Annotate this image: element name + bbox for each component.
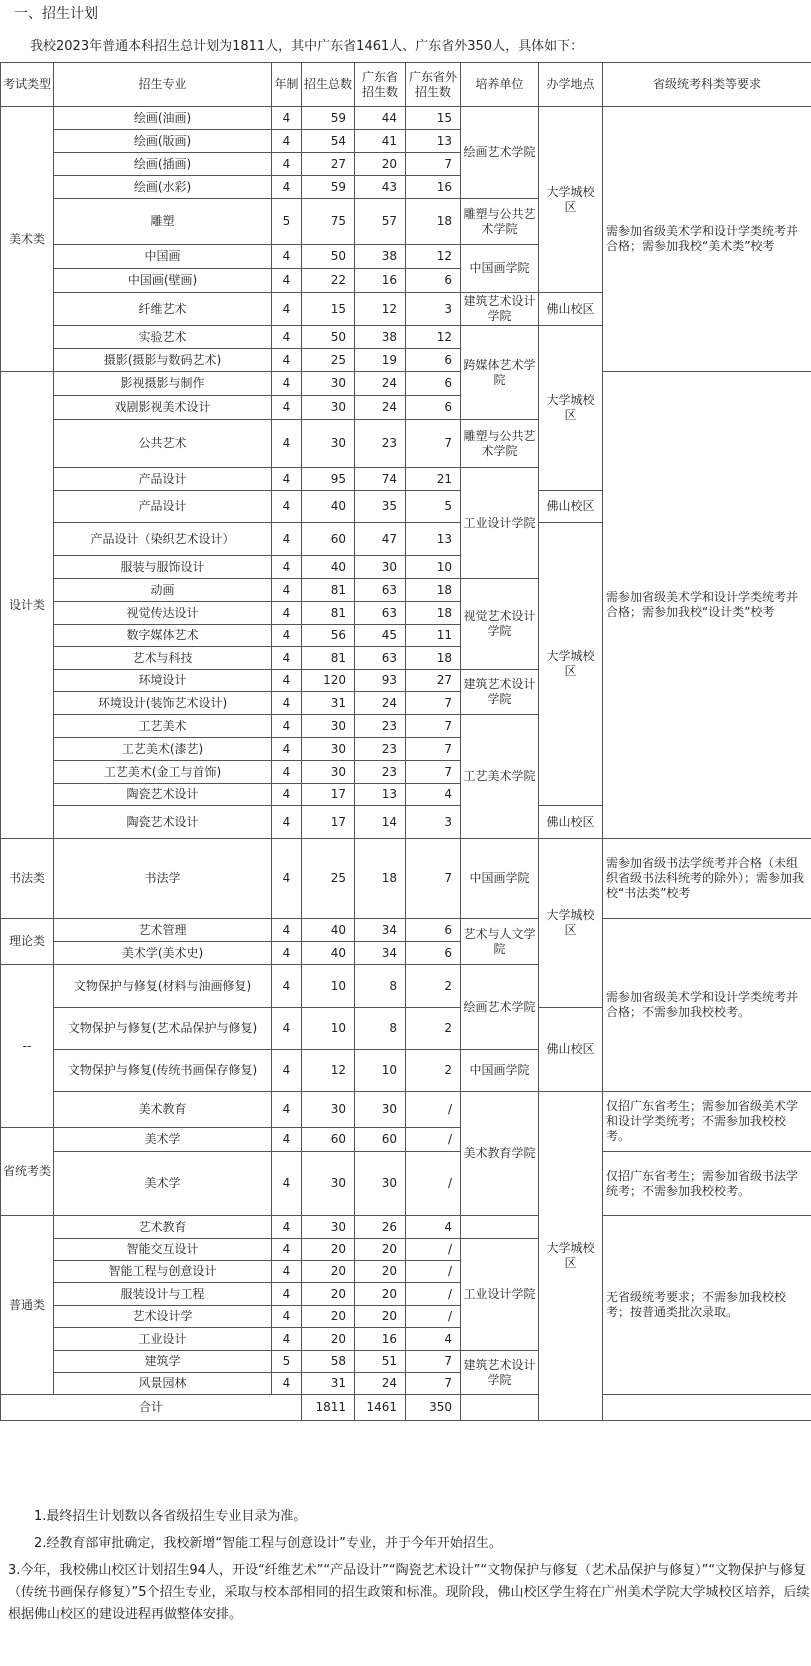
major-cell: 实验艺术 xyxy=(54,326,272,349)
major-cell: 文物保护与修复(传统书画保存修复) xyxy=(54,1050,272,1092)
total-cell: 30 xyxy=(302,420,355,468)
unit-cell: 中国画学院 xyxy=(461,839,539,919)
out-cell: / xyxy=(406,1306,461,1328)
total-cell: 17 xyxy=(302,806,355,839)
category-cell: 书法类 xyxy=(1,839,54,919)
out-cell: 6 xyxy=(406,372,461,396)
unit-cell: 视觉艺术设计学院 xyxy=(461,579,539,670)
out-cell: 6 xyxy=(406,269,461,293)
category-cell: 普通类 xyxy=(1,1216,54,1395)
location-cell: 大学城校区 xyxy=(539,107,603,293)
total-cell: 56 xyxy=(302,625,355,647)
total-cell: 58 xyxy=(302,1351,355,1373)
years-cell: 4 xyxy=(272,130,302,153)
gd-cell: 47 xyxy=(355,523,406,556)
out-cell: 6 xyxy=(406,919,461,942)
location-cell: 佛山校区 xyxy=(539,806,603,839)
major-cell: 产品设计 xyxy=(54,491,272,523)
gd-cell: 23 xyxy=(355,715,406,738)
major-cell: 中国画(壁画) xyxy=(54,269,272,293)
intro-text: 我校2023年普通本科招生总计划为1811人，其中广东省1461人、广东省外350人，具体如下： xyxy=(30,39,584,54)
major-cell: 智能交互设计 xyxy=(54,1239,272,1261)
gd-cell: 20 xyxy=(355,1239,406,1261)
years-cell: 4 xyxy=(272,491,302,523)
years-cell: 4 xyxy=(272,420,302,468)
out-cell: 15 xyxy=(406,107,461,130)
years-cell: 4 xyxy=(272,965,302,1008)
gd-sum: 1461 xyxy=(355,1395,406,1421)
years-cell: 4 xyxy=(272,670,302,692)
total-cell: 25 xyxy=(302,839,355,919)
years-cell: 4 xyxy=(272,1216,302,1239)
gd-cell: 12 xyxy=(355,293,406,326)
major-cell: 美术学(美术史) xyxy=(54,942,272,965)
out-cell: 11 xyxy=(406,625,461,647)
category-cell: 设计类 xyxy=(1,372,54,839)
major-cell: 陶瓷艺术设计 xyxy=(54,784,272,806)
total-cell: 54 xyxy=(302,130,355,153)
header-exam-type: 考试类型 xyxy=(1,63,54,107)
unit-cell: 建筑艺术设计学院 xyxy=(461,293,539,326)
gd-cell: 20 xyxy=(355,1261,406,1283)
years-cell: 4 xyxy=(272,715,302,738)
total-row xyxy=(1,1395,811,1421)
total-cell: 22 xyxy=(302,269,355,293)
major-cell: 文物保护与修复(材料与油画修复) xyxy=(54,965,272,1008)
unit-cell: 艺术与人文学院 xyxy=(461,919,539,965)
gd-cell: 30 xyxy=(355,1152,406,1216)
gd-cell: 24 xyxy=(355,692,406,715)
total-cell: 40 xyxy=(302,556,355,579)
years-cell: 4 xyxy=(272,738,302,761)
requirement-cell: 需参加省级书法学统考并合格（未组织省级书法科统考的除外）；需参加我校“书法类”校考 xyxy=(603,839,811,919)
out-cell: 27 xyxy=(406,670,461,692)
total-cell: 40 xyxy=(302,942,355,965)
location-cell: 佛山校区 xyxy=(539,491,603,523)
gd-cell: 8 xyxy=(355,1008,406,1050)
out-cell: 4 xyxy=(406,1216,461,1239)
years-cell: 4 xyxy=(272,579,302,602)
years-cell: 4 xyxy=(272,692,302,715)
out-cell: / xyxy=(406,1239,461,1261)
out-cell: 18 xyxy=(406,199,461,245)
total-cell: 17 xyxy=(302,784,355,806)
out-cell: / xyxy=(406,1152,461,1216)
out-cell: 7 xyxy=(406,1351,461,1373)
enrollment-table xyxy=(0,62,811,1421)
gd-cell: 34 xyxy=(355,919,406,942)
gd-cell: 38 xyxy=(355,245,406,269)
total-cell: 20 xyxy=(302,1239,355,1261)
total-cell: 20 xyxy=(302,1306,355,1328)
out-cell: 4 xyxy=(406,784,461,806)
table-row xyxy=(1,1152,811,1216)
out-cell: / xyxy=(406,1128,461,1152)
major-cell: 视觉传达设计 xyxy=(54,602,272,625)
gd-cell: 19 xyxy=(355,349,406,372)
section-heading: 一、招生计划 xyxy=(14,6,98,22)
gd-cell: 16 xyxy=(355,269,406,293)
total-cell: 50 xyxy=(302,326,355,349)
unit-cell: 绘画艺术学院 xyxy=(461,965,539,1050)
gd-cell: 13 xyxy=(355,784,406,806)
out-cell: 10 xyxy=(406,556,461,579)
gd-cell: 20 xyxy=(355,1283,406,1306)
total-sum: 1811 xyxy=(302,1395,355,1421)
out-cell: 12 xyxy=(406,326,461,349)
total-cell: 120 xyxy=(302,670,355,692)
major-cell: 摄影(摄影与数码艺术) xyxy=(54,349,272,372)
years-cell: 5 xyxy=(272,1351,302,1373)
total-cell: 31 xyxy=(302,1373,355,1395)
total-cell: 30 xyxy=(302,1216,355,1239)
table-row xyxy=(1,372,811,396)
years-cell: 4 xyxy=(272,942,302,965)
table-row xyxy=(1,839,811,919)
gd-cell: 23 xyxy=(355,761,406,784)
major-cell: 美术学 xyxy=(54,1152,272,1216)
gd-cell: 20 xyxy=(355,1306,406,1328)
major-cell: 智能工程与创意设计 xyxy=(54,1261,272,1283)
total-cell: 30 xyxy=(302,1152,355,1216)
gd-cell: 60 xyxy=(355,1128,406,1152)
gd-cell: 74 xyxy=(355,468,406,491)
years-cell: 4 xyxy=(272,293,302,326)
table-row xyxy=(1,919,811,942)
major-cell: 动画 xyxy=(54,579,272,602)
years-cell: 4 xyxy=(272,919,302,942)
years-cell: 4 xyxy=(272,468,302,491)
requirement-cell: 需参加省级美术学和设计学类统考并合格；不需参加我校校考。 xyxy=(603,919,811,1092)
major-cell: 产品设计 xyxy=(54,468,272,491)
out-cell: 7 xyxy=(406,761,461,784)
gd-cell: 24 xyxy=(355,1373,406,1395)
total-cell: 81 xyxy=(302,579,355,602)
category-cell: 理论类 xyxy=(1,919,54,965)
out-cell: 6 xyxy=(406,349,461,372)
major-cell: 服装设计与工程 xyxy=(54,1283,272,1306)
major-cell: 产品设计（染织艺术设计） xyxy=(54,523,272,556)
major-cell: 艺术管理 xyxy=(54,919,272,942)
total-cell: 30 xyxy=(302,396,355,420)
out-cell: 12 xyxy=(406,245,461,269)
location-cell: 大学城校区 xyxy=(539,523,603,806)
gd-cell: 41 xyxy=(355,130,406,153)
header-out: 广东省外招生数 xyxy=(406,63,461,107)
gd-cell: 26 xyxy=(355,1216,406,1239)
out-cell: 18 xyxy=(406,602,461,625)
out-cell: 5 xyxy=(406,491,461,523)
table-header-row xyxy=(1,63,811,107)
total-cell: 31 xyxy=(302,692,355,715)
years-cell: 4 xyxy=(272,396,302,420)
out-cell: 2 xyxy=(406,1050,461,1092)
out-cell: 2 xyxy=(406,965,461,1008)
major-cell: 环境设计(装饰艺术设计) xyxy=(54,692,272,715)
years-cell: 4 xyxy=(272,625,302,647)
out-cell: 18 xyxy=(406,647,461,670)
requirement-cell: 仅招广东省考生；需参加省级书法学统考；不需参加我校校考。 xyxy=(603,1152,811,1216)
location-cell: 佛山校区 xyxy=(539,1008,603,1092)
out-cell: 13 xyxy=(406,523,461,556)
major-cell: 环境设计 xyxy=(54,670,272,692)
major-cell: 建筑学 xyxy=(54,1351,272,1373)
category-cell: -- xyxy=(1,965,54,1128)
gd-cell: 10 xyxy=(355,1050,406,1092)
header-location: 办学地点 xyxy=(539,63,603,107)
unit-cell: 绘画艺术学院 xyxy=(461,107,539,199)
table-row xyxy=(1,107,811,130)
major-cell: 绘画(油画) xyxy=(54,107,272,130)
total-cell: 12 xyxy=(302,1050,355,1092)
total-cell: 30 xyxy=(302,761,355,784)
total-cell: 59 xyxy=(302,176,355,199)
years-cell: 4 xyxy=(272,1128,302,1152)
header-years: 年制 xyxy=(272,63,302,107)
total-cell: 20 xyxy=(302,1261,355,1283)
total-cell: 81 xyxy=(302,647,355,670)
major-cell: 工艺美术(漆艺) xyxy=(54,738,272,761)
total-cell: 30 xyxy=(302,715,355,738)
total-cell: 60 xyxy=(302,1128,355,1152)
major-cell: 风景园林 xyxy=(54,1373,272,1395)
total-cell: 25 xyxy=(302,349,355,372)
header-gd: 广东省招生数 xyxy=(355,63,406,107)
header-unit: 培养单位 xyxy=(461,63,539,107)
total-cell: 59 xyxy=(302,107,355,130)
years-cell: 4 xyxy=(272,107,302,130)
out-cell: 7 xyxy=(406,153,461,176)
out-cell: 7 xyxy=(406,715,461,738)
total-cell: 50 xyxy=(302,245,355,269)
total-cell: 40 xyxy=(302,491,355,523)
major-cell: 数字媒体艺术 xyxy=(54,625,272,647)
out-cell: / xyxy=(406,1261,461,1283)
total-cell: 30 xyxy=(302,372,355,396)
major-cell: 戏剧影视美术设计 xyxy=(54,396,272,420)
years-cell: 4 xyxy=(272,602,302,625)
out-cell: 3 xyxy=(406,293,461,326)
total-cell: 40 xyxy=(302,919,355,942)
total-cell: 30 xyxy=(302,738,355,761)
out-sum: 350 xyxy=(406,1395,461,1421)
years-cell: 4 xyxy=(272,326,302,349)
out-cell: 3 xyxy=(406,806,461,839)
gd-cell: 30 xyxy=(355,1092,406,1128)
note-2: 2.经教育部审批确定，我校新增“智能工程与创意设计”专业，并于今年开始招生。 xyxy=(34,1536,502,1551)
major-cell: 文物保护与修复(艺术品保护与修复) xyxy=(54,1008,272,1050)
major-cell: 影视摄影与制作 xyxy=(54,372,272,396)
total-cell: 10 xyxy=(302,965,355,1008)
unit-cell: 雕塑与公共艺术学院 xyxy=(461,420,539,468)
gd-cell: 30 xyxy=(355,556,406,579)
header-total: 招生总数 xyxy=(302,63,355,107)
out-cell: / xyxy=(406,1092,461,1128)
out-cell: 4 xyxy=(406,1328,461,1351)
unit-cell: 建筑艺术设计学院 xyxy=(461,1351,539,1395)
out-cell: 21 xyxy=(406,468,461,491)
years-cell: 4 xyxy=(272,1008,302,1050)
gd-cell: 57 xyxy=(355,199,406,245)
major-cell: 美术教育 xyxy=(54,1092,272,1128)
years-cell: 4 xyxy=(272,806,302,839)
years-cell: 4 xyxy=(272,269,302,293)
out-cell: 7 xyxy=(406,692,461,715)
out-cell: 16 xyxy=(406,176,461,199)
major-cell: 公共艺术 xyxy=(54,420,272,468)
years-cell: 4 xyxy=(272,1261,302,1283)
out-cell: 7 xyxy=(406,738,461,761)
unit-cell xyxy=(461,1216,539,1239)
major-cell: 中国画 xyxy=(54,245,272,269)
unit-cell: 工业设计学院 xyxy=(461,468,539,579)
major-cell: 书法学 xyxy=(54,839,272,919)
location-cell: 大学城校区 xyxy=(539,839,603,1008)
unit-cell: 建筑艺术设计学院 xyxy=(461,670,539,715)
gd-cell: 43 xyxy=(355,176,406,199)
gd-cell: 18 xyxy=(355,839,406,919)
major-cell: 艺术教育 xyxy=(54,1216,272,1239)
category-cell: 美术类 xyxy=(1,107,54,372)
empty-cell xyxy=(461,1395,539,1421)
table-row xyxy=(1,1216,811,1239)
gd-cell: 51 xyxy=(355,1351,406,1373)
years-cell: 4 xyxy=(272,647,302,670)
gd-cell: 45 xyxy=(355,625,406,647)
major-cell: 工艺美术 xyxy=(54,715,272,738)
unit-cell: 中国画学院 xyxy=(461,245,539,293)
years-cell: 4 xyxy=(272,176,302,199)
major-cell: 陶瓷艺术设计 xyxy=(54,806,272,839)
gd-cell: 16 xyxy=(355,1328,406,1351)
gd-cell: 63 xyxy=(355,579,406,602)
major-cell: 纤维艺术 xyxy=(54,293,272,326)
location-cell: 大学城校区 xyxy=(539,326,603,491)
total-cell: 20 xyxy=(302,1283,355,1306)
gd-cell: 93 xyxy=(355,670,406,692)
years-cell: 4 xyxy=(272,1328,302,1351)
requirement-cell: 需参加省级美术学和设计学类统考并合格；需参加我校“设计类”校考 xyxy=(603,372,811,839)
requirement-cell: 需参加省级美术学和设计学类统考并合格；需参加我校“美术类”校考 xyxy=(603,107,811,372)
major-cell: 艺术设计学 xyxy=(54,1306,272,1328)
years-cell: 5 xyxy=(272,199,302,245)
requirement-cell: 仅招广东省考生；需参加省级美术学和设计学类统考；不需参加我校校考。 xyxy=(603,1092,811,1152)
out-cell: 18 xyxy=(406,579,461,602)
gd-cell: 38 xyxy=(355,326,406,349)
major-cell: 工业设计 xyxy=(54,1328,272,1351)
out-cell: 6 xyxy=(406,396,461,420)
gd-cell: 44 xyxy=(355,107,406,130)
requirement-cell: 无省级统考要求；不需参加我校校考；按普通类批次录取。 xyxy=(603,1216,811,1395)
gd-cell: 63 xyxy=(355,602,406,625)
out-cell: 7 xyxy=(406,839,461,919)
total-cell: 20 xyxy=(302,1328,355,1351)
major-cell: 艺术与科技 xyxy=(54,647,272,670)
unit-cell: 跨媒体艺术学院 xyxy=(461,326,539,420)
years-cell: 4 xyxy=(272,1239,302,1261)
out-cell: 13 xyxy=(406,130,461,153)
note-1: 1.最终招生计划数以各省级招生专业目录为准。 xyxy=(34,1509,307,1524)
gd-cell: 23 xyxy=(355,738,406,761)
unit-cell: 美术教育学院 xyxy=(461,1092,539,1216)
years-cell: 4 xyxy=(272,153,302,176)
location-cell: 佛山校区 xyxy=(539,293,603,326)
years-cell: 4 xyxy=(272,839,302,919)
major-cell: 美术学 xyxy=(54,1128,272,1152)
category-cell: 省统考类 xyxy=(1,1128,54,1216)
out-cell: 7 xyxy=(406,420,461,468)
total-cell: 10 xyxy=(302,1008,355,1050)
years-cell: 4 xyxy=(272,784,302,806)
years-cell: 4 xyxy=(272,245,302,269)
out-cell: / xyxy=(406,1283,461,1306)
gd-cell: 24 xyxy=(355,396,406,420)
note-3: 3.今年，我校佛山校区计划招生94人，开设“纤维艺术”“产品设计”“陶瓷艺术设计”“文物保护与修复（艺术品保护与修复）”“文物保护与修复（传统书画保存修复）”5个招生专业，采取与校本部相同的招生政策和标准。现阶段，佛山校区学生将在广州美术学院大学城校区培养，后续根据佛山校区的建设进程再做整体安排。 xyxy=(8,1563,810,1622)
unit-cell: 雕塑与公共艺术学院 xyxy=(461,199,539,245)
years-cell: 4 xyxy=(272,1092,302,1128)
gd-cell: 35 xyxy=(355,491,406,523)
gd-cell: 20 xyxy=(355,153,406,176)
years-cell: 4 xyxy=(272,556,302,579)
unit-cell: 中国画学院 xyxy=(461,1050,539,1092)
years-cell: 4 xyxy=(272,372,302,396)
location-cell: 大学城校区 xyxy=(539,1092,603,1421)
gd-cell: 63 xyxy=(355,647,406,670)
years-cell: 4 xyxy=(272,1152,302,1216)
total-cell: 81 xyxy=(302,602,355,625)
gd-cell: 14 xyxy=(355,806,406,839)
years-cell: 4 xyxy=(272,761,302,784)
total-cell: 27 xyxy=(302,153,355,176)
years-cell: 4 xyxy=(272,1306,302,1328)
gd-cell: 24 xyxy=(355,372,406,396)
years-cell: 4 xyxy=(272,523,302,556)
years-cell: 4 xyxy=(272,349,302,372)
major-cell: 绘画(插画) xyxy=(54,153,272,176)
header-requirement: 省级统考科类等要求 xyxy=(603,63,811,107)
years-cell: 4 xyxy=(272,1050,302,1092)
total-cell: 60 xyxy=(302,523,355,556)
major-cell: 绘画(水彩) xyxy=(54,176,272,199)
total-label: 合计 xyxy=(1,1395,302,1421)
years-cell: 4 xyxy=(272,1373,302,1395)
out-cell: 2 xyxy=(406,1008,461,1050)
table-row xyxy=(1,1092,811,1128)
major-cell: 服装与服饰设计 xyxy=(54,556,272,579)
total-cell: 95 xyxy=(302,468,355,491)
header-major: 招生专业 xyxy=(54,63,272,107)
gd-cell: 34 xyxy=(355,942,406,965)
years-cell: 4 xyxy=(272,1283,302,1306)
gd-cell: 8 xyxy=(355,965,406,1008)
unit-cell: 工艺美术学院 xyxy=(461,715,539,839)
major-cell: 工艺美术(金工与首饰) xyxy=(54,761,272,784)
unit-cell: 工业设计学院 xyxy=(461,1239,539,1351)
total-cell: 15 xyxy=(302,293,355,326)
out-cell: 7 xyxy=(406,1373,461,1395)
major-cell: 绘画(版画) xyxy=(54,130,272,153)
gd-cell: 23 xyxy=(355,420,406,468)
total-cell: 30 xyxy=(302,1092,355,1128)
notes-section xyxy=(0,1506,811,1631)
major-cell: 雕塑 xyxy=(54,199,272,245)
out-cell: 6 xyxy=(406,942,461,965)
total-cell: 75 xyxy=(302,199,355,245)
empty-cell xyxy=(603,1395,811,1421)
